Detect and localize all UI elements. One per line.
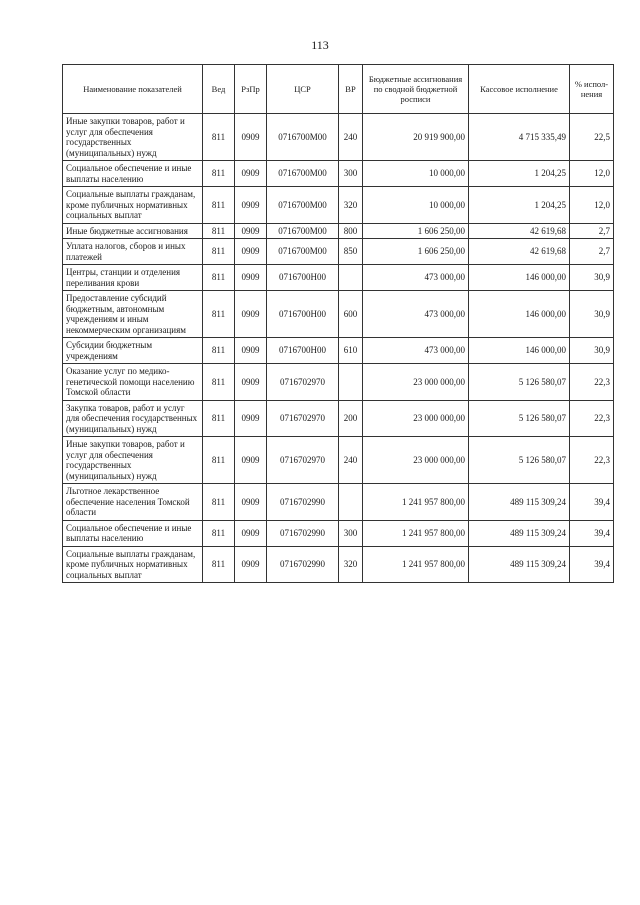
cell-assignments: 23 000 000,00 [363, 437, 469, 484]
cell-cash-execution: 5 126 580,07 [469, 400, 570, 437]
table-row [63, 239, 614, 265]
cell-rzpr: 0909 [235, 364, 267, 401]
table-body [63, 114, 614, 583]
cell-assignments: 473 000,00 [363, 291, 469, 338]
cell-ved: 811 [203, 546, 235, 583]
cell-assignments: 1 241 957 800,00 [363, 520, 469, 546]
cell-percent-execution: 30,9 [570, 265, 614, 291]
cell-percent-execution: 22,3 [570, 437, 614, 484]
cell-vr [339, 484, 363, 521]
cell-csr: 0716702990 [267, 546, 339, 583]
cell-cash-execution: 1 204,25 [469, 187, 570, 224]
cell-csr: 0716700Н00 [267, 265, 339, 291]
budget-table [62, 64, 614, 583]
cell-cash-execution: 489 115 309,24 [469, 546, 570, 583]
table-row [63, 187, 614, 224]
cell-percent-execution: 22,3 [570, 364, 614, 401]
cell-ved: 811 [203, 161, 235, 187]
cell-name: Социальное обеспечение и иные выплаты населению [63, 520, 203, 546]
cell-percent-execution: 12,0 [570, 161, 614, 187]
cell-name: Предоставление субсидий бюджетным, автономным учреждениям и иным некоммерческим организациям [63, 291, 203, 338]
cell-vr: 800 [339, 223, 363, 239]
table-row [63, 291, 614, 338]
cell-name: Уплата налогов, сборов и иных платежей [63, 239, 203, 265]
cell-name: Социальное обеспечение и иные выплаты населению [63, 161, 203, 187]
cell-csr: 0716702990 [267, 520, 339, 546]
cell-ved: 811 [203, 437, 235, 484]
cell-assignments: 10 000,00 [363, 161, 469, 187]
cell-csr: 0716700Н00 [267, 291, 339, 338]
cell-rzpr: 0909 [235, 338, 267, 364]
cell-assignments: 1 241 957 800,00 [363, 546, 469, 583]
cell-ved: 811 [203, 484, 235, 521]
header-csr: ЦСР [267, 65, 339, 114]
cell-csr: 0716702990 [267, 484, 339, 521]
cell-cash-execution: 42 619,68 [469, 239, 570, 265]
cell-cash-execution: 146 000,00 [469, 291, 570, 338]
page-number: 113 [311, 38, 329, 52]
cell-csr: 0716700Н00 [267, 338, 339, 364]
table-row [63, 338, 614, 364]
cell-name: Иные закупки товаров, работ и услуг для обеспечения государственных (муниципальных) нужд [63, 114, 203, 161]
cell-vr [339, 265, 363, 291]
header-rzpr: РзПр [235, 65, 267, 114]
cell-percent-execution: 39,4 [570, 546, 614, 583]
cell-name: Социальные выплаты гражданам, кроме публичных нормативных социальных выплат [63, 546, 203, 583]
cell-rzpr: 0909 [235, 437, 267, 484]
cell-csr: 0716700М00 [267, 223, 339, 239]
cell-vr: 240 [339, 114, 363, 161]
cell-vr: 850 [339, 239, 363, 265]
cell-ved: 811 [203, 114, 235, 161]
cell-percent-execution: 12,0 [570, 187, 614, 224]
cell-assignments: 473 000,00 [363, 338, 469, 364]
cell-ved: 811 [203, 338, 235, 364]
cell-assignments: 20 919 900,00 [363, 114, 469, 161]
cell-rzpr: 0909 [235, 291, 267, 338]
cell-csr: 0716700М00 [267, 161, 339, 187]
cell-assignments: 10 000,00 [363, 187, 469, 224]
cell-percent-execution: 22,3 [570, 400, 614, 437]
cell-ved: 811 [203, 520, 235, 546]
table-row [63, 161, 614, 187]
cell-assignments: 1 606 250,00 [363, 239, 469, 265]
cell-cash-execution: 146 000,00 [469, 265, 570, 291]
cell-vr: 200 [339, 400, 363, 437]
cell-name: Оказание услуг по медико-генетической помощи населению Томской области [63, 364, 203, 401]
cell-rzpr: 0909 [235, 265, 267, 291]
cell-percent-execution: 30,9 [570, 338, 614, 364]
header-assignments: Бюджетные ассигнования по сводной бюджетной росписи [363, 65, 469, 114]
cell-name: Льготное лекарственное обеспечение населения Томской области [63, 484, 203, 521]
cell-csr: 0716702970 [267, 364, 339, 401]
cell-assignments: 1 606 250,00 [363, 223, 469, 239]
table-row [63, 114, 614, 161]
table-header-row [63, 65, 614, 114]
cell-cash-execution: 1 204,25 [469, 161, 570, 187]
cell-rzpr: 0909 [235, 239, 267, 265]
table-row [63, 265, 614, 291]
cell-percent-execution: 30,9 [570, 291, 614, 338]
cell-name: Социальные выплаты гражданам, кроме публичных нормативных социальных выплат [63, 187, 203, 224]
header-ved: Вед [203, 65, 235, 114]
header-vr: ВР [339, 65, 363, 114]
cell-csr: 0716702970 [267, 400, 339, 437]
cell-cash-execution: 4 715 335,49 [469, 114, 570, 161]
cell-cash-execution: 42 619,68 [469, 223, 570, 239]
cell-name: Иные закупки товаров, работ и услуг для обеспечения государственных (муниципальных) нужд [63, 437, 203, 484]
cell-assignments: 473 000,00 [363, 265, 469, 291]
cell-ved: 811 [203, 291, 235, 338]
cell-name: Закупка товаров, работ и услуг для обеспечения государственных (муниципальных) нужд [63, 400, 203, 437]
cell-percent-execution: 22,5 [570, 114, 614, 161]
cell-csr: 0716702970 [267, 437, 339, 484]
cell-rzpr: 0909 [235, 484, 267, 521]
header-name: Наименование показателей [63, 65, 203, 114]
cell-ved: 811 [203, 400, 235, 437]
cell-rzpr: 0909 [235, 161, 267, 187]
cell-rzpr: 0909 [235, 546, 267, 583]
cell-name: Субсидии бюджетным учреждениям [63, 338, 203, 364]
cell-csr: 0716700М00 [267, 187, 339, 224]
cell-rzpr: 0909 [235, 187, 267, 224]
cell-name: Иные бюджетные ассигнования [63, 223, 203, 239]
header-percent-execution: % испол-нения [570, 65, 614, 114]
cell-ved: 811 [203, 239, 235, 265]
cell-vr: 300 [339, 161, 363, 187]
cell-ved: 811 [203, 364, 235, 401]
table-row [63, 520, 614, 546]
cell-cash-execution: 489 115 309,24 [469, 520, 570, 546]
cell-ved: 811 [203, 223, 235, 239]
cell-percent-execution: 39,4 [570, 520, 614, 546]
cell-vr: 600 [339, 291, 363, 338]
table-row [63, 437, 614, 484]
table-row [63, 223, 614, 239]
cell-vr: 320 [339, 187, 363, 224]
cell-percent-execution: 2,7 [570, 223, 614, 239]
cell-percent-execution: 39,4 [570, 484, 614, 521]
cell-vr: 610 [339, 338, 363, 364]
cell-csr: 0716700М00 [267, 239, 339, 265]
cell-vr: 300 [339, 520, 363, 546]
cell-cash-execution: 146 000,00 [469, 338, 570, 364]
cell-rzpr: 0909 [235, 114, 267, 161]
cell-rzpr: 0909 [235, 520, 267, 546]
cell-assignments: 23 000 000,00 [363, 400, 469, 437]
table-row [63, 546, 614, 583]
cell-ved: 811 [203, 187, 235, 224]
cell-cash-execution: 489 115 309,24 [469, 484, 570, 521]
cell-vr: 240 [339, 437, 363, 484]
cell-name: Центры, станции и отделения переливания крови [63, 265, 203, 291]
cell-cash-execution: 5 126 580,07 [469, 364, 570, 401]
cell-rzpr: 0909 [235, 223, 267, 239]
table-row [63, 364, 614, 401]
table-row [63, 400, 614, 437]
cell-vr [339, 364, 363, 401]
cell-assignments: 1 241 957 800,00 [363, 484, 469, 521]
cell-rzpr: 0909 [235, 400, 267, 437]
cell-cash-execution: 5 126 580,07 [469, 437, 570, 484]
cell-percent-execution: 2,7 [570, 239, 614, 265]
cell-csr: 0716700М00 [267, 114, 339, 161]
table-row [63, 484, 614, 521]
cell-ved: 811 [203, 265, 235, 291]
cell-assignments: 23 000 000,00 [363, 364, 469, 401]
header-cash-execution: Кассовое исполнение [469, 65, 570, 114]
cell-vr: 320 [339, 546, 363, 583]
